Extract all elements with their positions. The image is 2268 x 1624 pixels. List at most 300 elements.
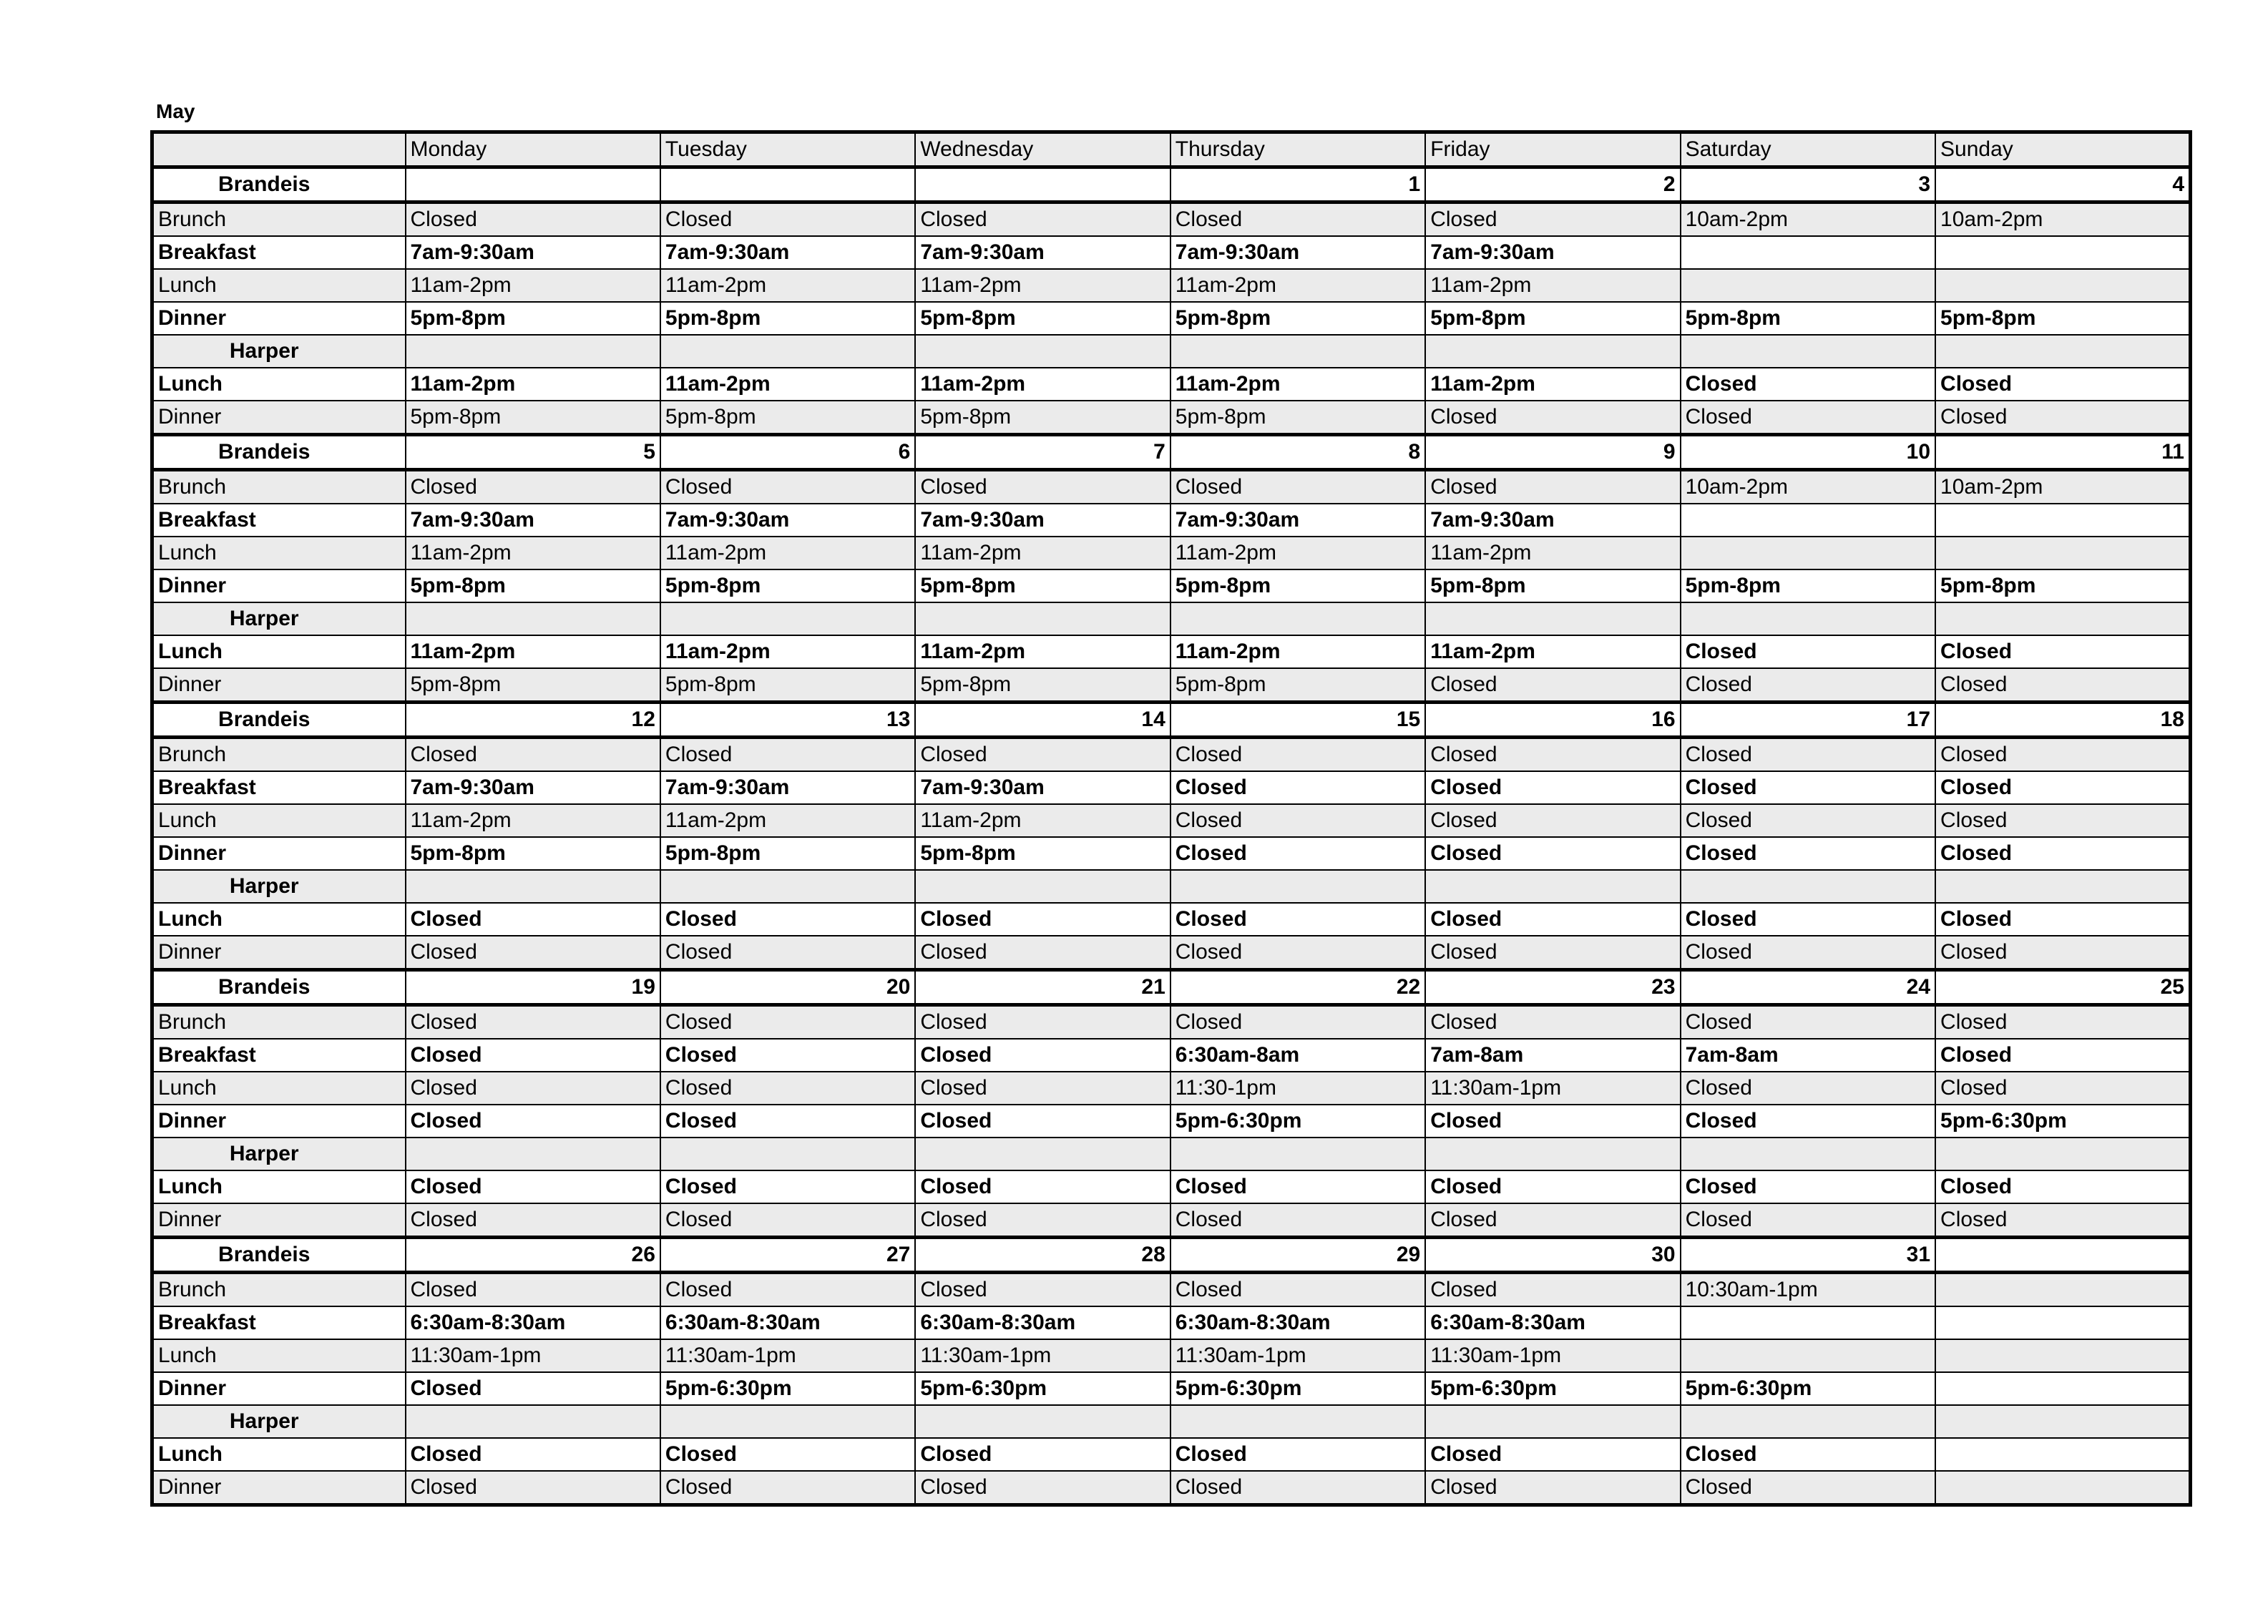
location-label: Harper <box>152 602 406 635</box>
meal-row <box>152 804 2191 837</box>
hours-cell: Closed <box>1681 1203 1935 1238</box>
hours-cell: 5pm-6:30pm <box>1935 1105 2190 1138</box>
hours-cell: Closed <box>1170 771 1425 804</box>
hours-cell: Closed <box>1681 635 1935 668</box>
hours-cell: 5pm-8pm <box>1935 569 2190 602</box>
hours-cell: Closed <box>915 1273 1170 1307</box>
meal-label: Dinner <box>152 1203 406 1238</box>
hours-cell: 5pm-8pm <box>1170 401 1425 435</box>
hours-cell <box>1681 1339 1935 1372</box>
hours-cell: Closed <box>406 936 660 970</box>
meal-label: Dinner <box>152 837 406 870</box>
hours-cell: 5pm-8pm <box>915 668 1170 703</box>
hours-cell: Closed <box>1170 738 1425 772</box>
hours-cell: Closed <box>1425 470 1680 504</box>
meal-label: Lunch <box>152 537 406 569</box>
hours-cell: 11am-2pm <box>1170 269 1425 302</box>
hours-cell: 11am-2pm <box>406 804 660 837</box>
hours-cell: 5pm-8pm <box>660 668 915 703</box>
hours-cell: Closed <box>1681 1170 1935 1203</box>
meal-row <box>152 1005 2191 1040</box>
date-cell: 16 <box>1425 703 1680 738</box>
hours-cell <box>1425 602 1680 635</box>
hours-cell <box>1935 1306 2190 1339</box>
hours-cell: 5pm-8pm <box>915 302 1170 335</box>
date-cell: 20 <box>660 970 915 1005</box>
date-cell: 7 <box>915 435 1170 470</box>
hours-cell <box>1681 236 1935 269</box>
hours-cell: Closed <box>1681 903 1935 936</box>
hours-cell: Closed <box>1935 668 2190 703</box>
meal-label: Lunch <box>152 1170 406 1203</box>
date-cell: 3 <box>1681 167 1935 202</box>
week-date-row <box>152 1238 2191 1273</box>
hours-cell: 11:30am-1pm <box>1425 1339 1680 1372</box>
hours-cell: Closed <box>1425 1005 1680 1040</box>
hours-cell: Closed <box>1935 837 2190 870</box>
hours-cell: 5pm-6:30pm <box>915 1372 1170 1405</box>
hours-cell: Closed <box>406 470 660 504</box>
hours-cell: Closed <box>660 936 915 970</box>
hours-cell: 5pm-6:30pm <box>1170 1372 1425 1405</box>
hours-cell: Closed <box>915 936 1170 970</box>
date-cell: 18 <box>1935 703 2190 738</box>
hours-cell: Closed <box>660 738 915 772</box>
meal-row <box>152 771 2191 804</box>
hours-cell: Closed <box>660 470 915 504</box>
date-cell: 5 <box>406 435 660 470</box>
hours-cell: 11am-2pm <box>915 635 1170 668</box>
meal-label: Dinner <box>152 569 406 602</box>
hours-cell: Closed <box>915 1471 1170 1505</box>
hours-cell: Closed <box>660 1005 915 1040</box>
location-label: Brandeis <box>152 970 406 1005</box>
hours-cell <box>1935 1339 2190 1372</box>
hours-cell <box>915 870 1170 903</box>
meal-label: Breakfast <box>152 771 406 804</box>
hours-cell: Closed <box>1935 1170 2190 1203</box>
hours-cell <box>1681 1306 1935 1339</box>
hours-cell: 5pm-8pm <box>1425 302 1680 335</box>
date-cell: 1 <box>1170 167 1425 202</box>
date-cell: 23 <box>1425 970 1680 1005</box>
hours-cell <box>660 1405 915 1438</box>
hours-cell: Closed <box>660 1471 915 1505</box>
hours-cell: Closed <box>1425 936 1680 970</box>
hours-cell <box>1935 1372 2190 1405</box>
hours-cell <box>1935 1405 2190 1438</box>
meal-row <box>152 1471 2191 1505</box>
hours-cell <box>1170 1405 1425 1438</box>
hours-cell: 7am-9:30am <box>915 504 1170 537</box>
hours-cell: 10:30am-1pm <box>1681 1273 1935 1307</box>
hours-cell: Closed <box>1170 1438 1425 1471</box>
meal-label: Lunch <box>152 368 406 401</box>
meal-row <box>152 368 2191 401</box>
meal-label: Breakfast <box>152 1306 406 1339</box>
hours-cell <box>1935 1273 2190 1307</box>
hours-cell: 5pm-8pm <box>1681 569 1935 602</box>
weekday-header-friday: Friday <box>1425 132 1680 167</box>
hours-cell: Closed <box>1935 1005 2190 1040</box>
hours-cell: Closed <box>1170 1203 1425 1238</box>
hours-cell: Closed <box>1681 1438 1935 1471</box>
hours-cell: 5pm-8pm <box>1681 302 1935 335</box>
hours-cell <box>1170 335 1425 368</box>
date-cell: 15 <box>1170 703 1425 738</box>
hours-cell: Closed <box>915 738 1170 772</box>
meal-label: Brunch <box>152 470 406 504</box>
hours-cell: Closed <box>1425 202 1680 237</box>
meal-row <box>152 738 2191 772</box>
hours-cell: Closed <box>1170 470 1425 504</box>
hours-cell: 11am-2pm <box>660 635 915 668</box>
meal-row <box>152 1072 2191 1105</box>
meal-label: Lunch <box>152 1072 406 1105</box>
hours-cell: Closed <box>660 1039 915 1072</box>
date-cell: 30 <box>1425 1238 1680 1273</box>
hours-cell: 5pm-8pm <box>660 837 915 870</box>
hours-cell: Closed <box>1425 771 1680 804</box>
date-cell: 29 <box>1170 1238 1425 1273</box>
hours-cell: 7am-8am <box>1425 1039 1680 1072</box>
month-title: May <box>156 100 195 122</box>
hours-cell <box>915 1138 1170 1170</box>
hours-cell: 11am-2pm <box>915 368 1170 401</box>
hours-cell <box>1681 1405 1935 1438</box>
hours-cell: 7am-9:30am <box>1170 504 1425 537</box>
location-header-row <box>152 602 2191 635</box>
hours-cell: 5pm-8pm <box>1425 569 1680 602</box>
hours-cell <box>406 870 660 903</box>
location-label: Brandeis <box>152 167 406 202</box>
hours-cell <box>660 870 915 903</box>
hours-cell: 11am-2pm <box>660 368 915 401</box>
hours-cell: 7am-9:30am <box>1170 236 1425 269</box>
hours-cell <box>1425 870 1680 903</box>
hours-cell: 5pm-6:30pm <box>1425 1372 1680 1405</box>
date-cell: 21 <box>915 970 1170 1005</box>
date-cell: 22 <box>1170 970 1425 1005</box>
hours-cell: Closed <box>406 1203 660 1238</box>
hours-cell: Closed <box>1170 1273 1425 1307</box>
hours-cell: 7am-9:30am <box>915 771 1170 804</box>
meal-row <box>152 1438 2191 1471</box>
hours-cell: Closed <box>660 1203 915 1238</box>
hours-cell <box>1425 1405 1680 1438</box>
hours-cell: Closed <box>660 1105 915 1138</box>
hours-cell <box>1935 335 2190 368</box>
hours-cell: 7am-9:30am <box>1425 504 1680 537</box>
hours-cell: Closed <box>915 470 1170 504</box>
hours-cell <box>406 1405 660 1438</box>
hours-cell <box>1681 269 1935 302</box>
hours-cell: Closed <box>1681 1105 1935 1138</box>
hours-cell: Closed <box>660 202 915 237</box>
hours-cell <box>1425 1138 1680 1170</box>
hours-cell: 11am-2pm <box>1425 269 1680 302</box>
hours-cell: Closed <box>1681 668 1935 703</box>
hours-cell <box>1935 602 2190 635</box>
hours-cell: Closed <box>915 1203 1170 1238</box>
hours-cell: Closed <box>1170 1471 1425 1505</box>
date-cell: 9 <box>1425 435 1680 470</box>
hours-cell: 11am-2pm <box>406 537 660 569</box>
hours-cell: Closed <box>915 1039 1170 1072</box>
hours-cell: Closed <box>660 1170 915 1203</box>
hours-cell: 5pm-6:30pm <box>1170 1105 1425 1138</box>
hours-cell: Closed <box>1170 804 1425 837</box>
hours-cell <box>1935 504 2190 537</box>
date-cell: 10 <box>1681 435 1935 470</box>
hours-cell: 11am-2pm <box>1170 537 1425 569</box>
hours-cell <box>915 602 1170 635</box>
hours-cell <box>1681 335 1935 368</box>
meal-label: Dinner <box>152 936 406 970</box>
hours-cell: 11am-2pm <box>406 269 660 302</box>
hours-cell <box>1681 504 1935 537</box>
meal-row <box>152 470 2191 504</box>
meal-label: Lunch <box>152 635 406 668</box>
hours-cell <box>1425 335 1680 368</box>
hours-cell: Closed <box>1425 1170 1680 1203</box>
hours-cell: Closed <box>406 1471 660 1505</box>
meal-row <box>152 569 2191 602</box>
hours-cell: 10am-2pm <box>1935 470 2190 504</box>
date-cell: 2 <box>1425 167 1680 202</box>
hours-cell <box>1935 1471 2190 1505</box>
hours-cell: Closed <box>1935 804 2190 837</box>
hours-cell <box>406 602 660 635</box>
hours-cell: Closed <box>660 1273 915 1307</box>
date-cell: 17 <box>1681 703 1935 738</box>
hours-cell: Closed <box>406 1273 660 1307</box>
hours-cell: 7am-9:30am <box>660 504 915 537</box>
meal-label: Breakfast <box>152 236 406 269</box>
hours-cell: Closed <box>1681 771 1935 804</box>
hours-cell: 7am-9:30am <box>406 236 660 269</box>
hours-cell: Closed <box>1935 1039 2190 1072</box>
hours-cell: Closed <box>1935 771 2190 804</box>
hours-cell: 11:30am-1pm <box>915 1339 1170 1372</box>
hours-cell: Closed <box>1935 936 2190 970</box>
hours-cell: 7am-9:30am <box>406 504 660 537</box>
hours-cell: Closed <box>915 1072 1170 1105</box>
hours-cell: 10am-2pm <box>1681 202 1935 237</box>
hours-cell: Closed <box>1681 1072 1935 1105</box>
hours-cell <box>1681 602 1935 635</box>
hours-cell <box>1935 1138 2190 1170</box>
meal-label: Lunch <box>152 804 406 837</box>
hours-cell: 6:30am-8:30am <box>1425 1306 1680 1339</box>
hours-cell: 11:30am-1pm <box>406 1339 660 1372</box>
hours-cell: Closed <box>406 202 660 237</box>
hours-cell: 5pm-8pm <box>406 401 660 435</box>
meal-row <box>152 202 2191 237</box>
date-cell <box>406 167 660 202</box>
weekday-header-wednesday: Wednesday <box>915 132 1170 167</box>
meal-label: Lunch <box>152 1339 406 1372</box>
meal-row <box>152 1306 2191 1339</box>
meal-label: Dinner <box>152 401 406 435</box>
hours-cell <box>1681 1138 1935 1170</box>
meal-row <box>152 1339 2191 1372</box>
hours-cell: Closed <box>1935 635 2190 668</box>
date-cell: 27 <box>660 1238 915 1273</box>
hours-cell: 5pm-8pm <box>406 837 660 870</box>
date-cell <box>915 167 1170 202</box>
hours-cell: 6:30am-8:30am <box>660 1306 915 1339</box>
date-cell: 25 <box>1935 970 2190 1005</box>
date-cell <box>1935 1238 2190 1273</box>
meal-row <box>152 1170 2191 1203</box>
hours-cell: Closed <box>1681 1005 1935 1040</box>
date-cell: 28 <box>915 1238 1170 1273</box>
meal-label: Breakfast <box>152 1039 406 1072</box>
meal-label: Lunch <box>152 903 406 936</box>
hours-cell: Closed <box>1935 1072 2190 1105</box>
hours-cell <box>660 335 915 368</box>
location-header-row <box>152 335 2191 368</box>
hours-cell: Closed <box>1425 1471 1680 1505</box>
location-label: Harper <box>152 1405 406 1438</box>
schedule-body <box>152 132 2191 1505</box>
week-date-row <box>152 167 2191 202</box>
hours-cell: Closed <box>915 202 1170 237</box>
hours-cell: Closed <box>1681 738 1935 772</box>
hours-cell: 5pm-8pm <box>915 837 1170 870</box>
meal-label: Brunch <box>152 1005 406 1040</box>
hours-cell: 5pm-8pm <box>915 569 1170 602</box>
meal-row <box>152 936 2191 970</box>
hours-cell: Closed <box>660 903 915 936</box>
meal-row <box>152 1372 2191 1405</box>
hours-cell <box>1935 537 2190 569</box>
hours-cell: 7am-9:30am <box>1425 236 1680 269</box>
hours-cell: 11am-2pm <box>406 368 660 401</box>
hours-cell: Closed <box>1170 936 1425 970</box>
hours-cell: Closed <box>1681 401 1935 435</box>
hours-cell: 7am-9:30am <box>406 771 660 804</box>
hours-cell: 11am-2pm <box>406 635 660 668</box>
hours-cell: 6:30am-8am <box>1170 1039 1425 1072</box>
hours-cell: Closed <box>1935 738 2190 772</box>
meal-row <box>152 269 2191 302</box>
hours-cell <box>915 1405 1170 1438</box>
hours-cell: Closed <box>406 738 660 772</box>
hours-cell: Closed <box>406 1372 660 1405</box>
weekday-header-thursday: Thursday <box>1170 132 1425 167</box>
hours-cell: Closed <box>1935 368 2190 401</box>
hours-cell: 10am-2pm <box>1681 470 1935 504</box>
hours-cell: Closed <box>1425 1203 1680 1238</box>
hours-cell: Closed <box>406 1105 660 1138</box>
hours-cell <box>915 335 1170 368</box>
hours-cell: 5pm-6:30pm <box>660 1372 915 1405</box>
hours-cell: 5pm-8pm <box>1935 302 2190 335</box>
hours-cell: Closed <box>660 1072 915 1105</box>
hours-cell: Closed <box>915 903 1170 936</box>
meal-row <box>152 236 2191 269</box>
hours-cell: Closed <box>1425 401 1680 435</box>
date-cell: 6 <box>660 435 915 470</box>
date-cell: 14 <box>915 703 1170 738</box>
meal-row <box>152 903 2191 936</box>
meal-label: Dinner <box>152 1372 406 1405</box>
hours-cell: 5pm-8pm <box>406 302 660 335</box>
hours-cell: Closed <box>1425 668 1680 703</box>
hours-cell: Closed <box>1425 1273 1680 1307</box>
hours-cell <box>1170 870 1425 903</box>
meal-label: Breakfast <box>152 504 406 537</box>
date-cell: 13 <box>660 703 915 738</box>
meal-row <box>152 1203 2191 1238</box>
location-header-row <box>152 1138 2191 1170</box>
hours-cell: 11:30am-1pm <box>1425 1072 1680 1105</box>
hours-cell <box>1935 1438 2190 1471</box>
hours-cell <box>1935 870 2190 903</box>
hours-cell: 5pm-8pm <box>660 569 915 602</box>
hours-cell: 5pm-8pm <box>1170 668 1425 703</box>
week-date-row <box>152 435 2191 470</box>
dining-schedule-table <box>150 130 2192 1507</box>
hours-cell: 11:30am-1pm <box>660 1339 915 1372</box>
meal-label: Dinner <box>152 1105 406 1138</box>
meal-row <box>152 668 2191 703</box>
hours-cell: 11:30-1pm <box>1170 1072 1425 1105</box>
meal-row <box>152 1273 2191 1307</box>
hours-cell <box>1170 1138 1425 1170</box>
hours-cell: 5pm-8pm <box>915 401 1170 435</box>
hours-cell: Closed <box>1170 202 1425 237</box>
hours-cell: Closed <box>1681 837 1935 870</box>
hours-cell: Closed <box>1681 936 1935 970</box>
hours-cell: 11am-2pm <box>1425 635 1680 668</box>
hours-cell: Closed <box>406 1072 660 1105</box>
weekday-header-row <box>152 132 2191 167</box>
hours-cell: Closed <box>660 1438 915 1471</box>
hours-cell <box>1935 236 2190 269</box>
meal-row <box>152 504 2191 537</box>
weekday-header-monday: Monday <box>406 132 660 167</box>
hours-cell: 6:30am-8:30am <box>1170 1306 1425 1339</box>
week-date-row <box>152 970 2191 1005</box>
location-label: Harper <box>152 870 406 903</box>
meal-label: Brunch <box>152 1273 406 1307</box>
hours-cell: Closed <box>1681 368 1935 401</box>
meal-row <box>152 1105 2191 1138</box>
hours-cell: Closed <box>915 1105 1170 1138</box>
hours-cell: 7am-9:30am <box>660 771 915 804</box>
hours-cell: Closed <box>1681 804 1935 837</box>
hours-cell: 11am-2pm <box>660 269 915 302</box>
date-cell: 12 <box>406 703 660 738</box>
location-header-row <box>152 1405 2191 1438</box>
hours-cell: Closed <box>1170 1005 1425 1040</box>
location-label: Brandeis <box>152 435 406 470</box>
hours-cell: 5pm-8pm <box>1170 569 1425 602</box>
hours-cell: 5pm-8pm <box>660 302 915 335</box>
meal-label: Brunch <box>152 738 406 772</box>
location-header-row <box>152 870 2191 903</box>
date-cell: 24 <box>1681 970 1935 1005</box>
weekday-header-sunday: Sunday <box>1935 132 2190 167</box>
hours-cell: Closed <box>1425 837 1680 870</box>
hours-cell: Closed <box>1170 837 1425 870</box>
date-cell: 11 <box>1935 435 2190 470</box>
hours-cell: 7am-9:30am <box>660 236 915 269</box>
date-cell: 26 <box>406 1238 660 1273</box>
